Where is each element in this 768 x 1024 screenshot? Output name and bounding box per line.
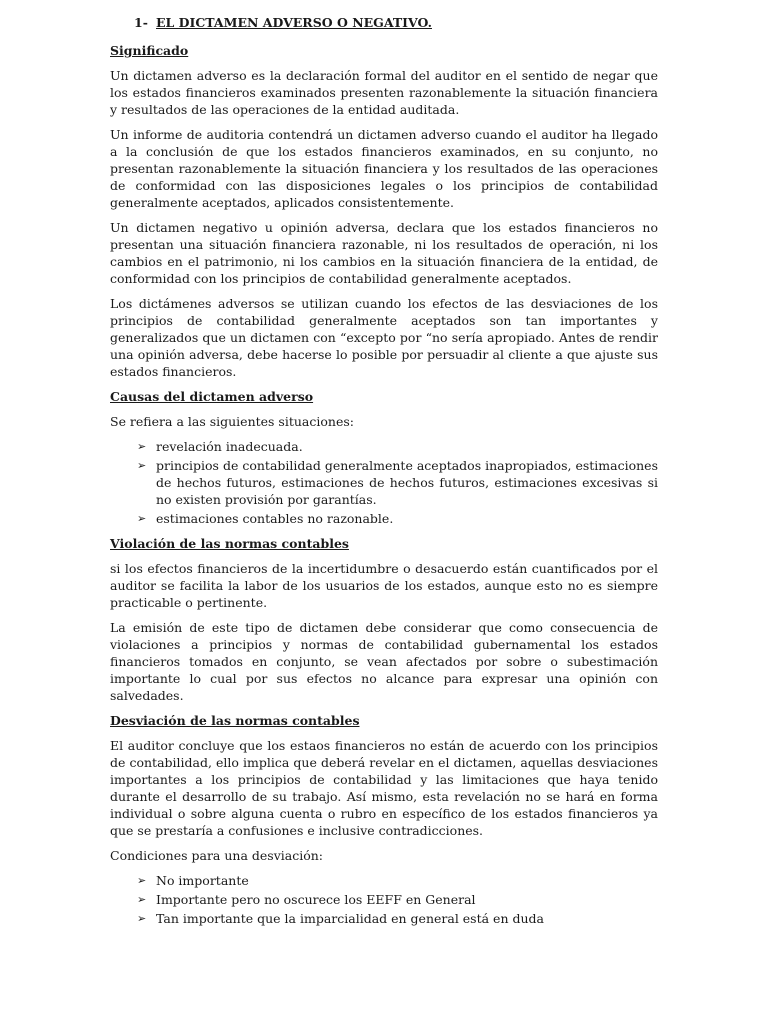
list-item-text: Importante pero no oscurece los EEFF en General <box>156 892 476 907</box>
list-item <box>137 910 658 927</box>
paragraph: Un informe de auditoria contendrá un dictamen adverso cuando el auditor ha llegado a la conclusión de que los estados financieros examinados, en su conjunto, no presentan razonablemente la situación financiera y los resultados de las operaciones de conformidad con las disposiciones legales o los principios de contabilidad generalmente aceptados, aplicados consistentemente. <box>110 127 658 210</box>
paragraph: Un dictamen adverso es la declaración formal del auditor en el sentido de negar que los estados financieros examinados presenten razonablemente la situación financiera y resultados de las operaciones de la entidad auditada. <box>110 68 658 117</box>
list-intro: Se refiera a las siguientes situaciones: <box>110 414 354 429</box>
arrowhead-bullet-icon: ➢ <box>137 893 147 906</box>
arrowhead-bullet-icon: ➢ <box>137 912 147 925</box>
paragraph: si los efectos financieros de la incertidumbre o desacuerdo están cuantificados por el auditor se facilita la labor de los usuarios de los estados, aunque esto no es siempre practicable o pertinente. <box>110 561 658 610</box>
section-heading-causas: Causas del dictamen adverso <box>110 389 314 404</box>
section-significado <box>110 42 658 380</box>
section-heading-violacion: Violación de las normas contables <box>110 536 349 551</box>
section-causas <box>110 388 658 527</box>
paragraph: Un dictamen negativo u opinión adversa, declara que los estados financieros no presentan una situación financiera razonable, ni los resultados de operación, ni los cambios en el patrimonio, ni los cambios en la situación financiera de la entidad, de conformidad con los principios de contabilidad generalmente aceptados. <box>110 220 658 286</box>
paragraph: La emisión de este tipo de dictamen debe considerar que como consecuencia de violaciones a principios y normas de contabilidad gubernamental los estados financieros tomados en conjunto, se vean afectados por sobre o subestimación importante lo cual por sus efectos no alcance para expresar una opinión con salvedades. <box>110 620 658 703</box>
section-desviacion <box>110 712 658 927</box>
list-item-text: principios de contabilidad generalmente aceptados inapropiados, estimaciones de hechos futuros, estimaciones de hechos futuros, estimaciones excesivas si no existen provisión por garantías. <box>156 458 658 507</box>
section-heading-desviacion: Desviación de las normas contables <box>110 713 360 728</box>
bullet-list-condiciones <box>110 872 658 927</box>
document-title <box>110 14 658 31</box>
arrowhead-bullet-icon: ➢ <box>137 874 147 887</box>
list-item <box>137 510 658 527</box>
title-text: EL DICTAMEN ADVERSO O NEGATIVO. <box>156 15 432 30</box>
section-violacion <box>110 535 658 704</box>
list-item <box>137 438 658 455</box>
list-item-text: revelación inadecuada. <box>156 439 303 454</box>
arrowhead-bullet-icon: ➢ <box>137 512 147 525</box>
bullet-list-causas <box>110 438 658 527</box>
arrowhead-bullet-icon: ➢ <box>137 440 147 453</box>
paragraph: Los dictámenes adversos se utilizan cuando los efectos de las desviaciones de los principios de contabilidad generalmente aceptados son tan importantes y generalizados que un dictamen con “excepto por “no sería apropiado. Antes de rendir una opinión adversa, debe hacerse lo posible por persuadir al cliente a que ajuste sus estados financieros. <box>110 296 658 379</box>
list-item-text: Tan importante que la imparcialidad en general está en duda <box>156 911 544 926</box>
list-item-text: estimaciones contables no razonable. <box>156 511 394 526</box>
list-item <box>137 872 658 889</box>
list-intro: Condiciones para una desviación: <box>110 848 323 863</box>
list-item-text: No importante <box>156 873 249 888</box>
title-number: 1- <box>134 15 148 30</box>
list-item <box>137 457 658 508</box>
paragraph: El auditor concluye que los estaos financieros no están de acuerdo con los principios de contabilidad, ello implica que deberá revelar en el dictamen, aquellas desviaciones importantes a los principios de contabilidad y las limitaciones que haya tenido durante el desarrollo de su trabajo. Así mismo, esta revelación no se hará en forma individual o sobre alguna cuenta o rubro en específico de los estados financieros ya que se prestaría a confusiones e inclusive contradicciones. <box>110 738 658 838</box>
list-item <box>137 891 658 908</box>
section-heading-significado: Significado <box>110 43 189 58</box>
arrowhead-bullet-icon: ➢ <box>137 459 147 472</box>
